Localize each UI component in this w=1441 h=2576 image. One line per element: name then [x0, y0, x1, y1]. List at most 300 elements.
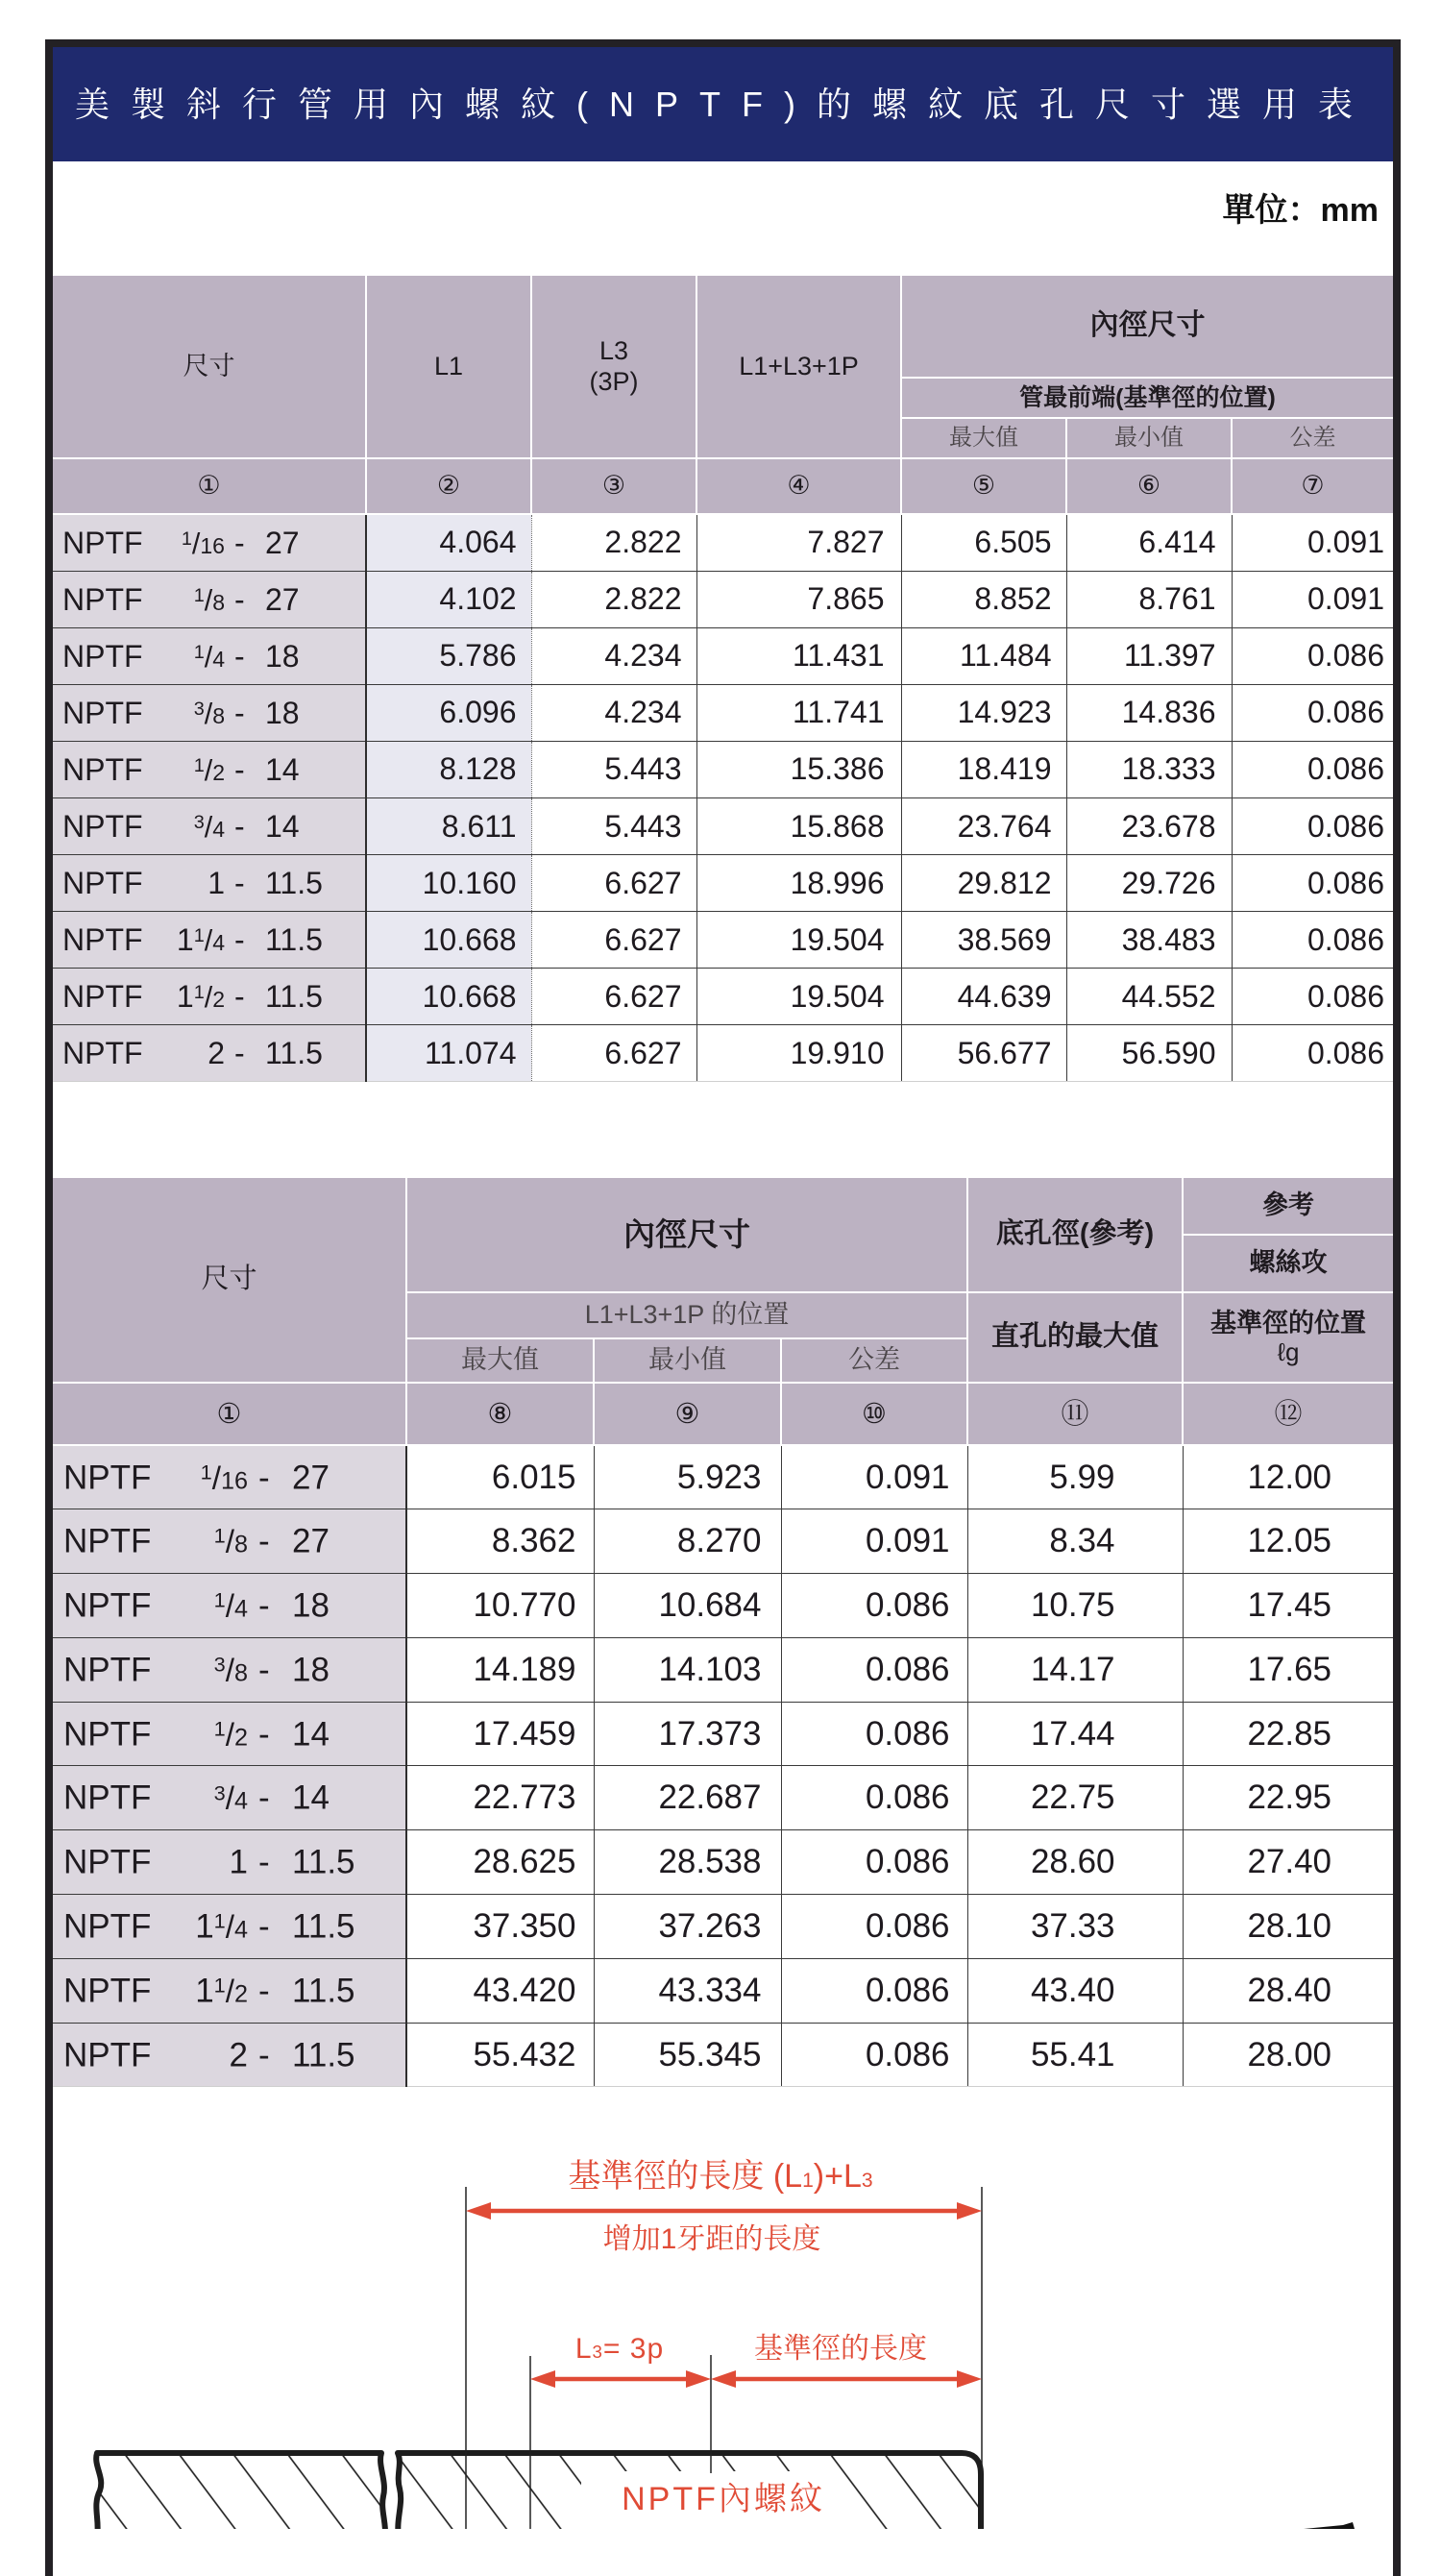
nominal-size: [182, 527, 225, 558]
size-whole: 1: [208, 865, 225, 900]
table-row: [53, 1445, 1393, 1509]
l3-label: [575, 2333, 664, 2367]
table-row: [53, 797, 1393, 854]
max-cell: 6.015: [406, 1445, 594, 1509]
max-cell: 44.639: [901, 969, 1066, 1025]
nptf-length-diameter-table: [53, 276, 1393, 1082]
max-cell: 8.852: [901, 571, 1066, 627]
thread-type: NPTF: [62, 809, 143, 845]
size-slash: /: [225, 1716, 234, 1753]
threads-per-inch: 14: [265, 809, 300, 845]
header-l1: L1: [366, 276, 531, 458]
gauge-position-cell: 17.65: [1183, 1637, 1393, 1702]
straight-hole-max-cell: 17.44: [967, 1702, 1183, 1766]
size-designation-cell: [53, 1025, 366, 1082]
size-designation: [53, 969, 365, 1024]
table-row: [53, 2023, 1393, 2087]
tolerance-cell: 0.086: [1232, 684, 1393, 741]
max-cell: 43.420: [406, 1958, 594, 2023]
threads-per-inch: 27: [292, 1522, 330, 1560]
thread-type: NPTF: [63, 1972, 152, 2010]
thread-type: NPTF: [62, 1036, 143, 1071]
l1-l3-1p-cell: 19.504: [696, 912, 901, 969]
size-denominator: 2: [233, 1980, 248, 2008]
size-numerator: 1: [193, 754, 205, 776]
size-designation: [53, 855, 365, 911]
size-denominator: 16: [220, 1467, 248, 1495]
size-dash: -: [258, 1843, 270, 1881]
nominal-size: [208, 1036, 225, 1071]
gauge-position-cell: 28.10: [1183, 1895, 1393, 1959]
size-numerator: 1: [213, 1523, 226, 1548]
max-cell: 11.484: [901, 627, 1066, 684]
dimension-arrow-total: [466, 2202, 982, 2220]
min-cell: 8.761: [1066, 571, 1232, 627]
header-max: 最大值: [406, 1338, 594, 1383]
size-dash: -: [258, 1459, 270, 1497]
header-tolerance: 公差: [1232, 418, 1393, 458]
nominal-size: [194, 754, 225, 785]
size-whole: 1: [176, 922, 194, 957]
size-numerator: 1: [193, 584, 205, 606]
max-cell: 22.773: [406, 1766, 594, 1830]
table-row: [53, 969, 1393, 1025]
straight-hole-max-cell: 22.75: [967, 1766, 1183, 1830]
size-dash: -: [234, 695, 245, 730]
thread-type: NPTF: [62, 979, 143, 1015]
table-row: [53, 684, 1393, 741]
l1-cell: 8.611: [366, 797, 531, 854]
l3-cell: 6.627: [531, 1025, 696, 1082]
thread-type: NPTF: [63, 1779, 152, 1817]
size-denominator: 4: [212, 646, 225, 672]
header-size: 尺寸: [53, 276, 366, 458]
col-number: ②: [366, 458, 531, 514]
size-designation: [53, 1446, 405, 1509]
gauge-position-cell: 12.05: [1183, 1509, 1393, 1574]
straight-hole-max-cell: 8.34: [967, 1509, 1183, 1574]
table2-body: [53, 1445, 1393, 2087]
col-number: ⑨: [594, 1383, 781, 1445]
gauge-position-cell: 27.40: [1183, 1830, 1393, 1895]
thread-type: NPTF: [63, 1907, 152, 1946]
size-designation: [53, 1830, 405, 1894]
size-designation-cell: [53, 514, 366, 571]
col-number: ③: [531, 458, 696, 514]
col-number: ⑪: [967, 1383, 1183, 1445]
size-numerator: 1: [181, 527, 192, 550]
size-whole: 1: [229, 1843, 248, 1881]
size-dash: -: [258, 1651, 270, 1689]
gauge-position-cell: 22.85: [1183, 1702, 1393, 1766]
tolerance-cell: 0.086: [1232, 912, 1393, 969]
nominal-size: [200, 1460, 248, 1497]
size-designation: [53, 685, 365, 741]
l1-cell: 8.128: [366, 741, 531, 797]
thread-type: NPTF: [63, 1459, 152, 1497]
header-pilot-hole: 底孔徑(參考): [967, 1178, 1183, 1292]
min-cell: 29.726: [1066, 855, 1232, 912]
header-tap: 螺絲攻: [1183, 1235, 1393, 1292]
header-pipe-end: 管最前端(基準徑的位置): [901, 378, 1393, 418]
size-designation-cell: [53, 797, 366, 854]
min-cell: 22.687: [594, 1766, 781, 1830]
size-dash: -: [234, 525, 245, 560]
min-cell: 6.414: [1066, 514, 1232, 571]
l3-subscript: 3: [592, 2342, 603, 2362]
size-designation: [53, 1703, 405, 1766]
l3-cell: 5.443: [531, 741, 696, 797]
l3-cell: 2.822: [531, 571, 696, 627]
tolerance-cell: 0.086: [1232, 969, 1393, 1025]
size-designation-cell: [53, 855, 366, 912]
size-designation-cell: [53, 1895, 406, 1959]
l1-cell: 10.668: [366, 912, 531, 969]
nominal-size: [213, 1587, 248, 1625]
straight-hole-max-cell: 28.60: [967, 1830, 1183, 1895]
max-cell: 38.569: [901, 912, 1066, 969]
size-dash: -: [234, 979, 245, 1015]
thread-type: NPTF: [62, 922, 143, 958]
col-number: ⑤: [901, 458, 1066, 514]
size-numerator: 1: [213, 1716, 226, 1741]
thread-type: NPTF: [63, 1522, 152, 1560]
threads-per-inch: 11.5: [292, 1843, 355, 1881]
header-l1-l3-1p: L1+L3+1P: [696, 276, 901, 458]
size-denominator: 2: [212, 759, 225, 785]
max-cell: 28.625: [406, 1830, 594, 1895]
size-slash: /: [225, 1909, 234, 1946]
straight-hole-max-cell: 14.17: [967, 1637, 1183, 1702]
l3-cell: 4.234: [531, 627, 696, 684]
header-l3-line1: L3: [598, 336, 629, 366]
threads-per-inch: 11.5: [292, 2036, 355, 2074]
threads-per-inch: 11.5: [292, 1907, 355, 1946]
size-slash: /: [225, 1780, 234, 1817]
size-dash: -: [234, 581, 245, 617]
max-cell: 14.189: [406, 1637, 594, 1702]
size-numerator: 1: [213, 1587, 226, 1612]
threads-per-inch: 11.5: [265, 866, 323, 901]
min-cell: 37.263: [594, 1895, 781, 1959]
straight-hole-max-cell: 10.75: [967, 1574, 1183, 1638]
size-designation-cell: [53, 1766, 406, 1830]
min-cell: 14.103: [594, 1637, 781, 1702]
tolerance-cell: 0.086: [781, 1574, 967, 1638]
threads-per-inch: 18: [265, 695, 300, 730]
max-cell: 23.764: [901, 797, 1066, 854]
col-number: ⑥: [1066, 458, 1232, 514]
size-designation: [53, 798, 365, 854]
min-cell: 18.333: [1066, 741, 1232, 797]
size-dash: -: [258, 1779, 270, 1817]
tolerance-cell: 0.086: [1232, 855, 1393, 912]
threads-per-inch: 27: [265, 525, 300, 560]
min-cell: 55.345: [594, 2023, 781, 2087]
size-slash: /: [211, 1460, 221, 1497]
tolerance-cell: 0.086: [781, 1958, 967, 2023]
size-denominator: 4: [233, 1916, 248, 1944]
dimension-arrow-l3: [530, 2370, 711, 2388]
page-title: 美製斜行管用內螺紋(NPTF)的螺紋底孔尺寸選用表: [53, 47, 1393, 161]
threads-per-inch: 14: [292, 1779, 330, 1817]
size-dash: -: [234, 922, 245, 958]
straight-hole-max-cell: 37.33: [967, 1895, 1183, 1959]
col-number: ①: [53, 458, 366, 514]
size-designation-cell: [53, 1574, 406, 1638]
nominal-size: [229, 2035, 248, 2073]
header-position: L1+L3+1P 的位置: [406, 1292, 967, 1338]
threads-per-inch: 11.5: [265, 922, 323, 958]
gauge-position-cell: 12.00: [1183, 1445, 1393, 1509]
table1-body: [53, 514, 1393, 1082]
nominal-size: [194, 811, 225, 842]
size-denominator: 8: [212, 702, 225, 728]
size-whole: 2: [229, 2035, 248, 2073]
l3-cell: 6.627: [531, 969, 696, 1025]
table-row: [53, 1637, 1393, 1702]
size-dash: -: [258, 1972, 270, 2010]
table-row: [53, 855, 1393, 912]
header-gauge-position: [1183, 1292, 1393, 1383]
min-cell: 14.836: [1066, 684, 1232, 741]
size-slash: /: [225, 1974, 234, 2010]
min-cell: 8.270: [594, 1509, 781, 1574]
nominal-size: [176, 979, 225, 1015]
size-numerator: 1: [193, 925, 205, 947]
size-designation-cell: [53, 969, 366, 1025]
size-designation: [53, 1025, 365, 1081]
l1-cell: 11.074: [366, 1025, 531, 1082]
unit-label: 單位：mm: [1222, 192, 1379, 229]
size-designation: [53, 742, 365, 797]
min-cell: 43.334: [594, 1958, 781, 2023]
nominal-size: [195, 1907, 248, 1946]
nominal-size: [214, 1525, 248, 1558]
col-number: ⑧: [406, 1383, 594, 1445]
col-number: ④: [696, 458, 901, 514]
size-designation-cell: [53, 1637, 406, 1702]
min-cell: 17.373: [594, 1702, 781, 1766]
size-denominator: 2: [212, 987, 225, 1013]
thread-type: NPTF: [63, 2036, 152, 2074]
size-designation: [53, 1895, 405, 1958]
min-cell: 10.684: [594, 1574, 781, 1638]
internal-thread-label: NPTF內螺紋: [622, 2481, 825, 2517]
size-numerator: 1: [200, 1460, 212, 1484]
header-min: 最小值: [1066, 418, 1232, 458]
thread-type: NPTF: [63, 1715, 152, 1754]
size-dash: -: [258, 1586, 270, 1625]
size-denominator: 4: [212, 816, 225, 842]
l3-rest: = 3p: [602, 2333, 665, 2365]
l1-l3-1p-cell: 7.865: [696, 571, 901, 627]
max-cell: 56.677: [901, 1025, 1066, 1082]
size-dash: -: [234, 751, 245, 787]
size-numerator: 1: [193, 641, 205, 663]
table-row: [53, 1509, 1393, 1574]
size-slash: /: [225, 1588, 234, 1625]
threads-per-inch: 14: [292, 1715, 330, 1754]
tolerance-cell: 0.086: [781, 1766, 967, 1830]
nominal-size: [177, 924, 225, 955]
l3-cell: 6.627: [531, 855, 696, 912]
header-tolerance: 公差: [781, 1338, 967, 1383]
size-dash: -: [234, 809, 245, 845]
size-whole: 1: [195, 1907, 214, 1946]
max-cell: 18.419: [901, 741, 1066, 797]
max-cell: 29.812: [901, 855, 1066, 912]
nominal-size: [194, 641, 225, 672]
size-denominator: 2: [233, 1723, 248, 1751]
gauge-length-label: 基準徑的長度: [754, 2333, 927, 2365]
size-denominator: 4: [233, 1595, 248, 1623]
size-dash: -: [234, 866, 245, 901]
size-slash: /: [204, 810, 213, 844]
header-max: 最大值: [901, 418, 1066, 458]
thread-type: NPTF: [63, 1586, 152, 1625]
size-designation-cell: [53, 571, 366, 627]
min-cell: 56.590: [1066, 1025, 1232, 1082]
tolerance-cell: 0.086: [781, 2023, 967, 2087]
size-designation: [53, 515, 365, 571]
l1-l3-1p-cell: 11.431: [696, 627, 901, 684]
header-size: 尺寸: [53, 1178, 406, 1383]
l3-text: L: [574, 2333, 593, 2365]
l1-cell: 10.160: [366, 855, 531, 912]
thread-type: NPTF: [63, 1651, 152, 1689]
table-row: [53, 571, 1393, 627]
size-dash: -: [258, 2036, 270, 2074]
l1-l3-1p-cell: 11.741: [696, 684, 901, 741]
size-designation: [53, 1959, 405, 2023]
size-dash: -: [258, 1715, 270, 1754]
table-row: [53, 1702, 1393, 1766]
size-designation-cell: [53, 1445, 406, 1509]
l3-cell: 5.443: [531, 797, 696, 854]
nominal-size: [193, 583, 225, 617]
size-designation: [53, 2024, 405, 2087]
size-denominator: 4: [212, 930, 225, 955]
thread-type: NPTF: [63, 1843, 152, 1881]
thread-type: NPTF: [62, 751, 143, 787]
header-l3-line2: (3P): [589, 366, 639, 396]
size-dash: -: [234, 1036, 245, 1071]
l1-cell: 6.096: [366, 684, 531, 741]
max-cell: 8.362: [406, 1509, 594, 1574]
min-cell: 44.552: [1066, 969, 1232, 1025]
l1-cell: 4.102: [366, 571, 531, 627]
size-denominator: 8: [233, 1659, 248, 1687]
max-cell: 37.350: [406, 1895, 594, 1959]
size-designation: [53, 1574, 405, 1637]
nptf-thread-diagram: [0, 2087, 1441, 2529]
tolerance-cell: 0.086: [781, 1895, 967, 1959]
max-cell: 17.459: [406, 1702, 594, 1766]
tolerance-cell: 0.086: [781, 1702, 967, 1766]
table-row: [53, 1958, 1393, 2023]
size-dash: -: [258, 1907, 270, 1946]
size-dash: -: [258, 1522, 270, 1560]
threads-per-inch: 14: [265, 751, 300, 787]
size-denominator: 8: [212, 589, 225, 615]
size-designation-cell: [53, 1958, 406, 2023]
size-numerator: 3: [213, 1780, 226, 1804]
nominal-size: [213, 1652, 248, 1689]
size-whole: 1: [195, 1972, 214, 2010]
size-designation: [53, 1638, 405, 1702]
col-number: ⑩: [781, 1383, 967, 1445]
thread-type: NPTF: [62, 695, 143, 730]
l1-cell: 10.668: [366, 969, 531, 1025]
size-slash: /: [225, 1653, 234, 1689]
l1-l3-1p-cell: 18.996: [696, 855, 901, 912]
size-slash: /: [204, 753, 213, 787]
tolerance-cell: 0.091: [781, 1509, 967, 1574]
subscript-3: 3: [861, 2170, 873, 2192]
total-length-mid: )+L: [813, 2158, 862, 2195]
thread-type: NPTF: [62, 638, 143, 674]
subscript-1: 1: [802, 2170, 814, 2192]
gauge-position-cell: 17.45: [1183, 1574, 1393, 1638]
size-slash: /: [204, 640, 213, 674]
nominal-size: [229, 1843, 248, 1881]
straight-hole-max-cell: 5.99: [967, 1445, 1183, 1509]
gauge-position-cell: 22.95: [1183, 1766, 1393, 1830]
size-designation-cell: [53, 2023, 406, 2087]
nominal-size: [208, 865, 225, 900]
plus-one-pitch-label: 增加1牙距的長度: [602, 2223, 821, 2255]
nominal-size: [214, 1781, 248, 1815]
size-denominator: 8: [233, 1531, 248, 1558]
thread-type: NPTF: [62, 525, 143, 560]
size-numerator: 1: [213, 1973, 226, 1998]
tolerance-cell: 0.086: [781, 1637, 967, 1702]
min-cell: 23.678: [1066, 797, 1232, 854]
gauge-position-cell: 28.40: [1183, 1958, 1393, 2023]
col-number: ⑫: [1183, 1383, 1393, 1445]
threads-per-inch: 18: [292, 1586, 330, 1625]
straight-hole-max-cell: 43.40: [967, 1958, 1183, 2023]
l1-l3-1p-cell: 15.868: [696, 797, 901, 854]
max-cell: 6.505: [901, 514, 1066, 571]
threads-per-inch: 18: [292, 1651, 330, 1689]
pipe-section-left: [96, 2453, 385, 2529]
table-row: [53, 1025, 1393, 1082]
header-inner-diameter: 內徑尺寸: [901, 276, 1393, 378]
col-number: ⑦: [1232, 458, 1393, 514]
thread-type: NPTF: [62, 581, 143, 617]
l1-cell: 5.786: [366, 627, 531, 684]
threads-per-inch: 27: [265, 581, 300, 617]
size-numerator: 1: [193, 982, 205, 1004]
table-row: [53, 1766, 1393, 1830]
size-numerator: 3: [213, 1652, 226, 1677]
tolerance-cell: 0.086: [1232, 627, 1393, 684]
size-numerator: 3: [193, 811, 205, 833]
min-cell: 38.483: [1066, 912, 1232, 969]
size-designation-cell: [53, 684, 366, 741]
table-row: [53, 1895, 1393, 1959]
size-designation: [53, 1766, 405, 1829]
tolerance-cell: 0.091: [1232, 571, 1393, 627]
min-cell: 5.923: [594, 1445, 781, 1509]
header-reference: 參考: [1183, 1178, 1393, 1235]
l1-cell: 4.064: [366, 514, 531, 571]
threads-per-inch: 11.5: [265, 1036, 323, 1071]
thread-type: NPTF: [62, 866, 143, 901]
threads-per-inch: 18: [265, 638, 300, 674]
